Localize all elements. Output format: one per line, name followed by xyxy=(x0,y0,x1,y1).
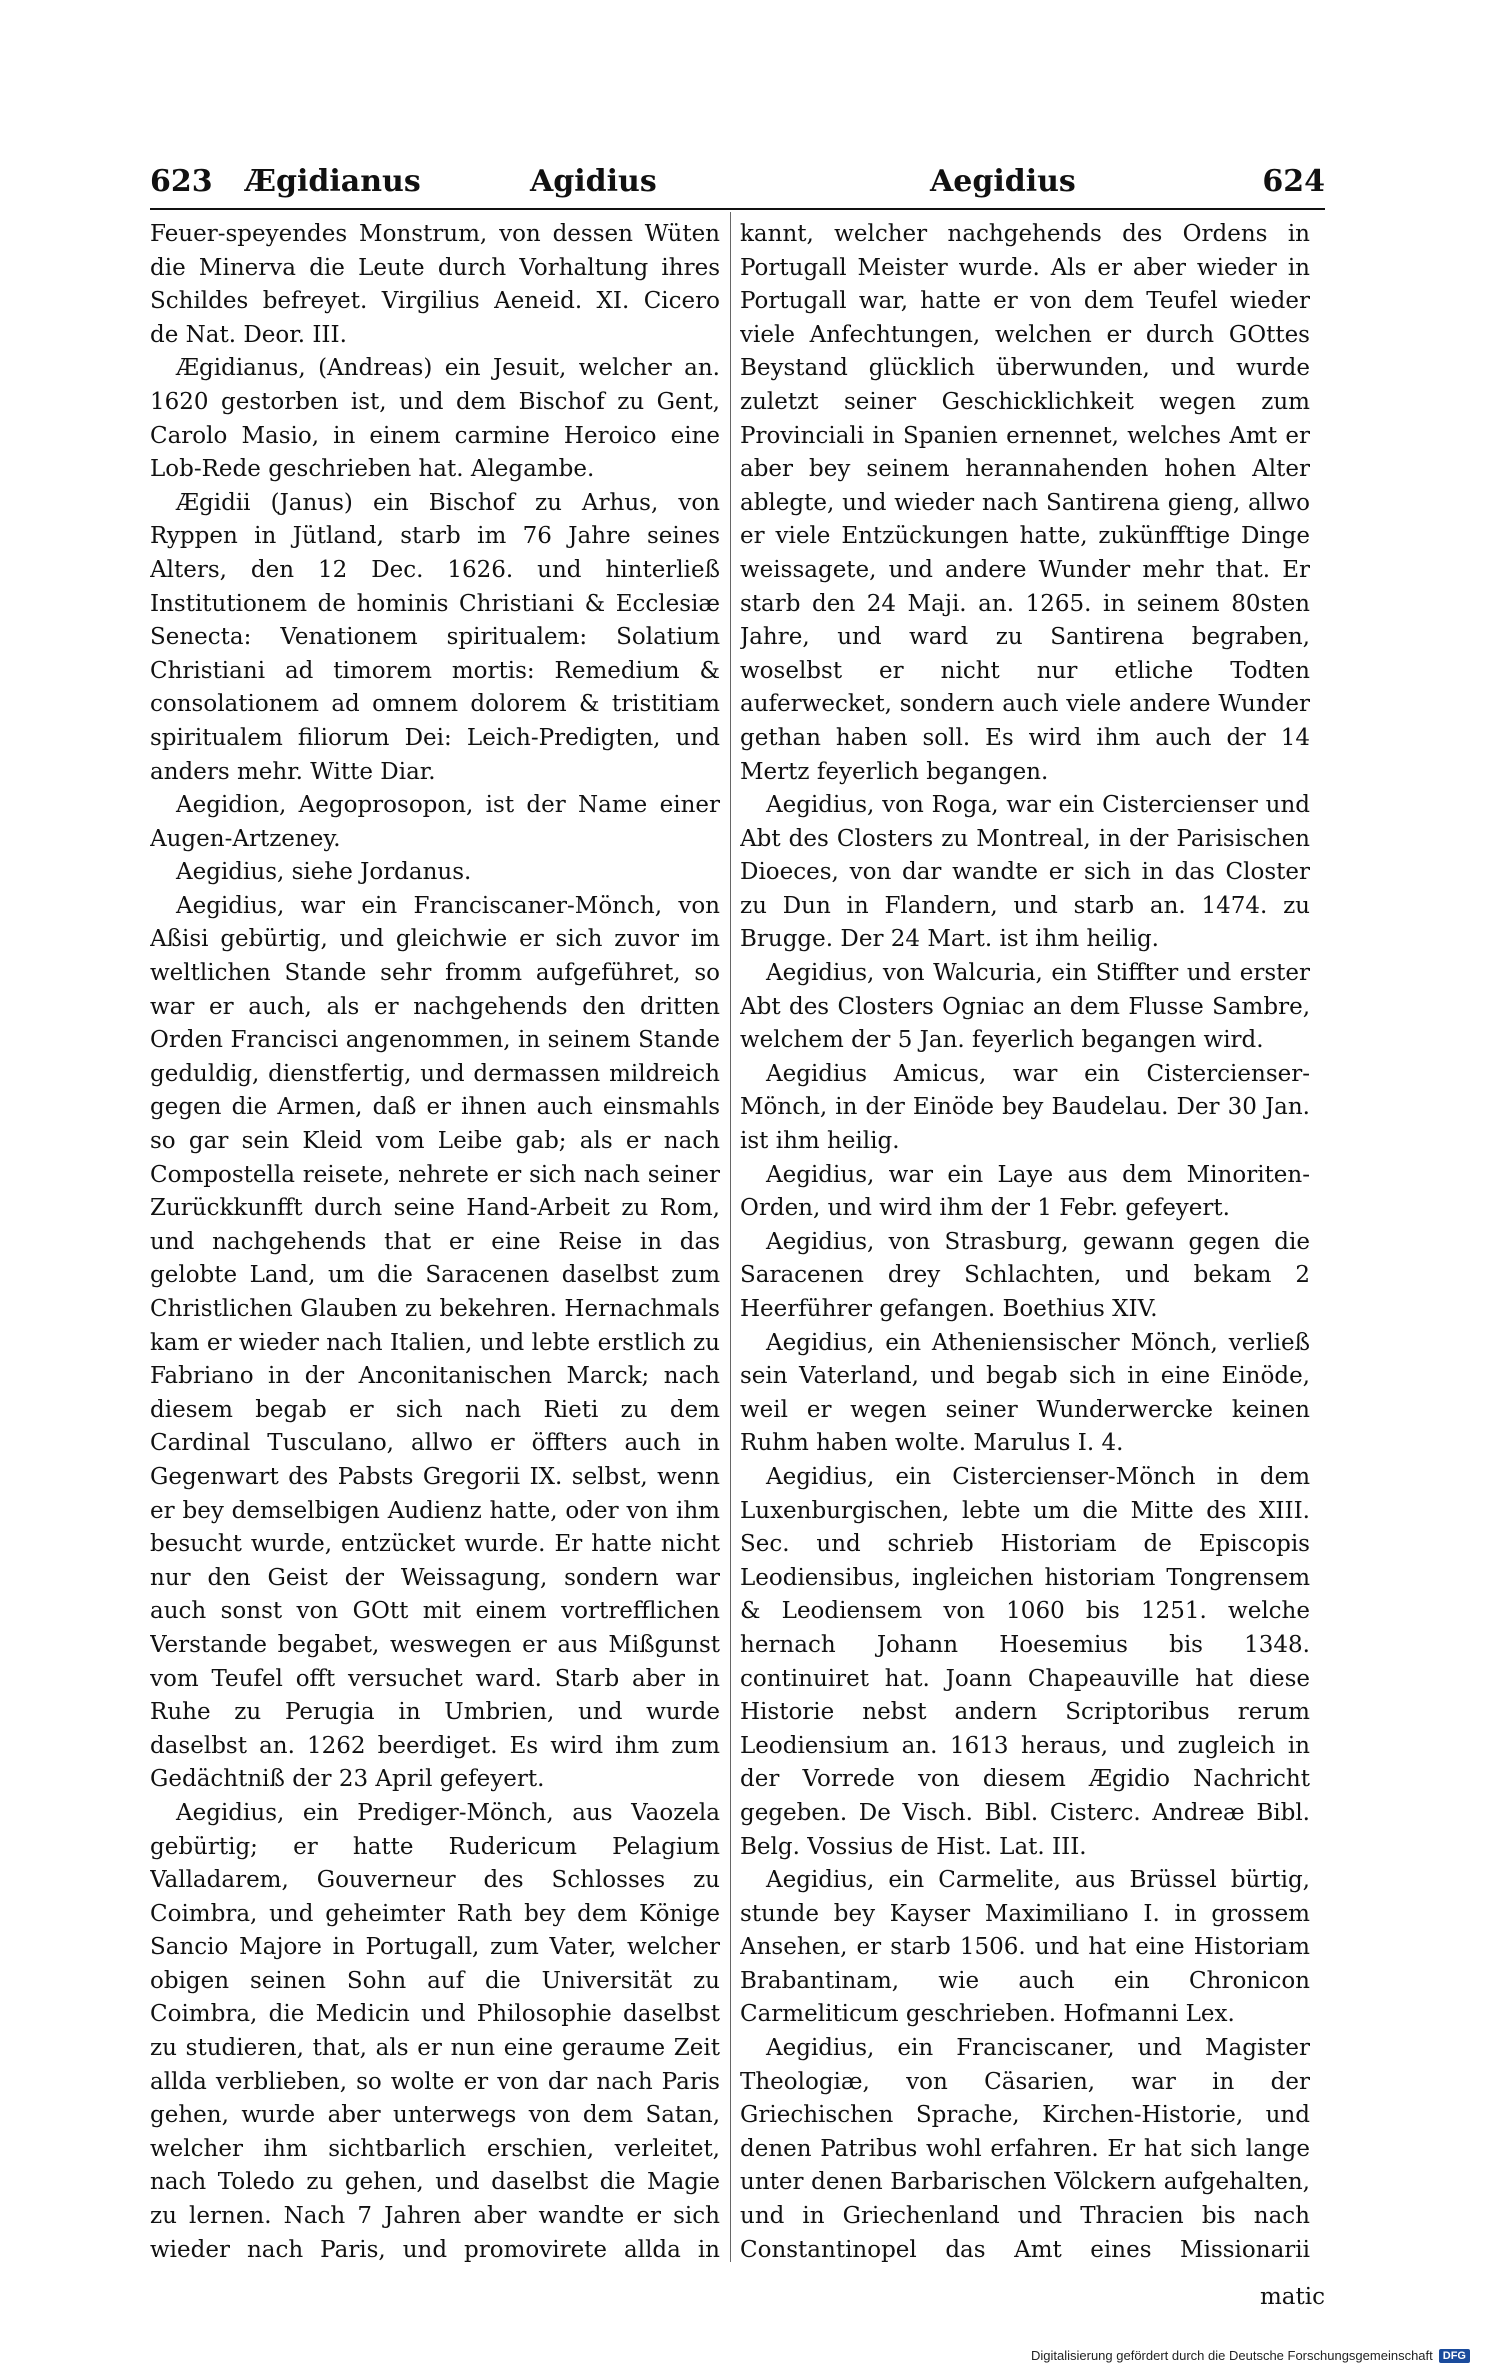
entry: Aegidius, war ein Franciscaner-Mönch, von Aßisi gebürtig, und gleichwie er sich zuvor im weltlichen Stande sehr fromm aufgeführet, so war er auch, als er nachgehends den dritten Orden Francisci angenommen, in seinem Stande geduldig, dienstfertig, und dermassen mildreich gegen die Armen, daß er ihnen auch einsmahls so gar sein Kleid vom Leibe gab; als er nach Compostella reisete, nehrete er sich nach seiner Zurückkunfft durch seine Hand-Arbeit zu Rom, und nachgehends that er eine Reise in das gelobte Land, um die Saracenen daselbst zum Christlichen Glauben zu bekehren. Hernachmals kam er wieder nach Italien, und lebte erstlich zu Fabriano in der Anconitanischen Marck; nach diesem begab er sich nach Rieti zu dem Cardinal Tusculano, allwo er öffters auch in Gegenwart des Pabsts Gregorii IX. selbst, wenn er bey demselbigen Audienz hatte, oder von ihm besucht wurde, entzücket wurde. Er hatte nicht nur den Geist der Weissagung, sondern war auch sonst von GOtt mit einem vortrefflichen Verstande begabet, weswegen er aus Mißgunst vom Teufel offt versuchet ward. Starb aber in Ruhe zu Perugia in Umbrien, und wurde daselbst an. 1262 beerdiget. Es wird ihm zum Gedächtniß der 23 April gefeyert. xyxy=(150,892,720,1793)
entry: Aegidius, siehe Jordanus. xyxy=(176,859,472,886)
entry: kannt, welcher nachgehends des Ordens in Portugall Meister wurde. Als er aber wieder in Portugall war, hatte er von dem Teufel wieder viele Anfechtungen, welchen er durch GOttes Beystand glücklich überwunden, und wurde zuletzt seiner Geschicklichkeit wegen zum Provinciali in Spanien ernennet, welches Amt er aber bey seinem herannahenden hohen Alter ablegte, und wieder nach Santirena gieng, allwo er viele Entzückungen hatte, zukünfftige Dinge weissagete, und andere Wunder mehr that. Er starb den 24 Maji. an. 1265. in seinem 80sten Jahre, und ward zu Santirena begraben, woselbst er nicht nur etliche Todten auferwecket, sondern auch viele andere Wunder gethan haben soll. Es wird ihm auch der 14 Mertz feyerlich begangen. xyxy=(740,221,1310,785)
entry: Aegidion, Aegoprosopon, ist der Name einer Augen-Artzeney. xyxy=(150,792,720,852)
digitization-footer xyxy=(1031,2348,1470,2363)
entry: Aegidius, war ein Laye aus dem Minoriten-Orden, und wird ihm der 1 Febr. gefeyert. xyxy=(740,1161,1310,1222)
header-rule xyxy=(150,208,1325,210)
entry: Aegidius, von Strasburg, gewann gegen die Saracenen drey Schlachten, und bekam 2 Heerführer gefangen. Boethius XIV. xyxy=(740,1228,1310,1322)
entry: Feuer-speyendes Monstrum, von dessen Wüten die Minerva die Leute durch Vorhaltung ihres Schildes befreyet. Virgilius Aeneid. XI. Cicero de Nat. Deor. III. xyxy=(150,221,720,348)
entry: Aegidius, ein Prediger-Mönch, aus Vaozela gebürtig; er hatte Rudericum Pelagium Valladarem, Gouverneur des Schlosses zu Coimbra, und geheimter Rath bey dem Könige Sancio Majore in Portugall, zum Vater, welcher obigen seinen Sohn auf die Universität zu Coimbra, die Medicin und Philosophie daselbst zu studieren, that, als er nun eine geraume Zeit allda verblieben, so wolte er von dar nach Paris gehen, wurde aber unterwegs von dem Satan, welcher ihm sichtbarlich erschien, verleitet, nach Toledo zu gehen, und daselbst die Magie zu lernen. Nach 7 Jahren aber wandte er sich wieder nach Paris, und promovirete allda in xyxy=(150,1799,720,2263)
entry: Aegidius, ein Franciscaner, und Magister Theologiæ, von Cäsarien, war in der Griechischen Sprache, Kirchen-Historie, und denen Patribus wohl erfahren. Er hat sich lange unter denen Barbarischen Völckern aufgehalten, und in Griechenland und Thracien bis nach Constantinopel das Amt eines Missionarii xyxy=(740,2035,1310,2263)
column-divider xyxy=(730,212,731,2262)
entry: Aegidius, von Walcuria, ein Stiffter und erster Abt des Closters Ogniac an dem Flusse Sambre, welchem der 5 Jan. feyerlich begangen wird. xyxy=(740,960,1310,1054)
entry: Ægidii (Janus) ein Bischof zu Arhus, von Ryppen in Jütland, starb im 76 Jahre seines Alters, den 12 Dec. 1626. und hinterließ Institutionem de hominis Christiani & Ecclesiæ Senecta: Venationem spiritualem: Solatium Christiani ad timorem mortis: Remedium & consolationem ad omnem dolorem & tristitiam spiritualem filiorum Dei: Leich-Predigten, und anders mehr. Witte Diar. xyxy=(150,489,720,785)
page-number-right: 624 xyxy=(1262,164,1325,199)
right-column xyxy=(740,218,1310,2268)
entry: Aegidius, von Roga, war ein Cistercienser und Abt des Closters zu Montreal, in der Parisischen Dioeces, von dar wandte er sich in das Closter zu Dun in Flandern, und starb an. 1474. zu Brugge. Der 24 Mart. ist ihm heilig. xyxy=(740,792,1310,953)
entry: Aegidius Amicus, war ein Cistercienser-Mönch, in der Einöde bey Baudelau. Der 30 Jan. ist ihm heilig. xyxy=(740,1060,1310,1155)
entry: Aegidius, ein Carmelite, aus Brüssel bürtig, stunde bey Kayser Maximiliano I. in grossem Ansehen, er starb 1506. und hat eine Historiam Brabantinam, wie auch ein Chronicon Carmeliticum geschrieben. Hofmanni Lex. xyxy=(740,1867,1310,2028)
left-column xyxy=(150,218,720,2268)
catchword: matic xyxy=(1259,2284,1325,2310)
entry: Ægidianus, (Andreas) ein Jesuit, welcher an. 1620 gestorben ist, und dem Bischof zu Gent, Carolo Masio, in einem carmine Heroico eine Lob-Rede geschrieben hat. Alegambe. xyxy=(150,355,720,483)
dfg-logo-icon: DFG xyxy=(1439,2349,1470,2363)
entry: Aegidius, ein Cistercienser-Mönch in dem Luxenburgischen, lebte um die Mitte des XIII. Sec. und schrieb Historiam de Episcopis Leodiensibus, ingleichen historiam Tongrensem & Leodiensem von 1060 bis 1251. welche hernach Johann Hoesemius bis 1348. continuiret hat. Joann Chapeauville hat diese Historie nebst andern Scriptoribus rerum Leodiensium an. 1613 heraus, und zugleich in der Vorrede von diesem Ægidio Nachricht gegeben. De Visch. Bibl. Cisterc. Andreæ Bibl. Belg. Vossius de Hist. Lat. III. xyxy=(740,1463,1310,1860)
page xyxy=(150,160,1325,2310)
page-number-left: 623 xyxy=(150,164,213,199)
entry: Aegidius, ein Atheniensischer Mönch, verließ sein Vaterland, und begab sich in eine Einöde, weil er wegen seiner Wunderwercke keinen Ruhm haben wolte. Marulus I. 4. xyxy=(740,1329,1310,1457)
header-word-left-2: Agidius xyxy=(530,164,657,199)
footer-text: Digitalisierung gefördert durch die Deutsche Forschungsgemeinschaft xyxy=(1030,2348,1433,2363)
header-word-right-1: Aegidius xyxy=(930,164,1076,199)
header-word-left-1: Ægidianus xyxy=(245,164,421,199)
running-header xyxy=(150,160,1325,206)
